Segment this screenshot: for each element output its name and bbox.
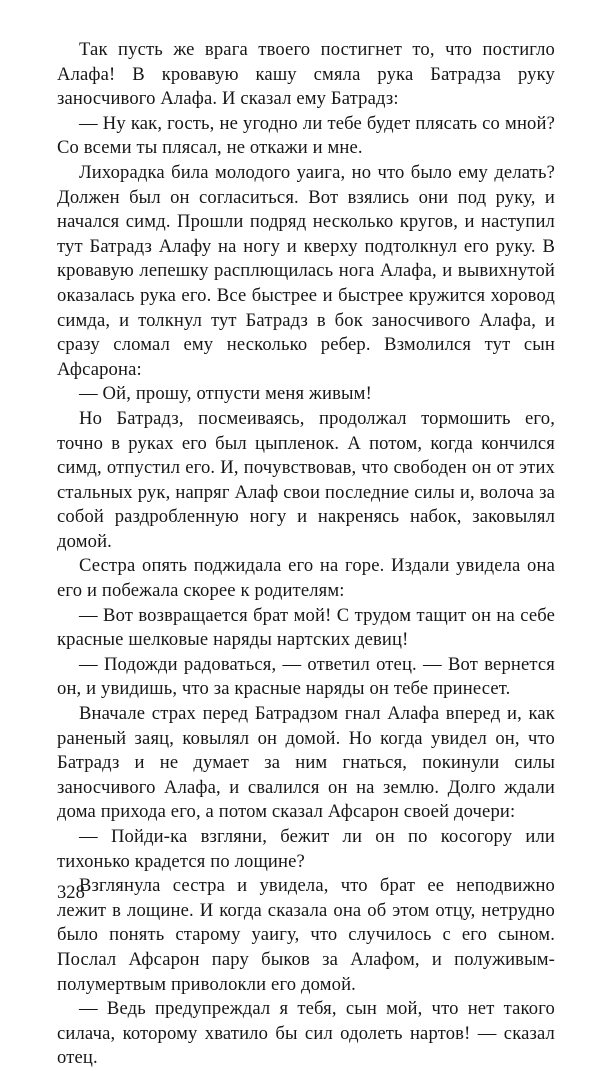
paragraph: — Вот возвращается брат мой! С трудом тащит он на себе красные шелковые наряды нартских девиц! (57, 604, 555, 651)
paragraph: Лихорадка била молодого уаига, но что было ему делать? Должен был он согласиться. Вот взялись они под руку, и начался симд. Прошли подряд несколько кругов, и наступил тут Батрадз Алафу на ногу и кверху подтолкнул его руку. В кровавую лепешку расплющилась нога Алафа, и вывихнутой оказалась рука его. Все быстрее и быстрее кружится хоровод симда, и толкнул тут Батрадз в бок заносчивого Алафа, и сразу сломал ему несколько ребер. Взмолился тут сын Афсарона: (57, 161, 555, 380)
paragraph: — Подожди радоваться, — ответил отец. — Вот вернется он, и увидишь, что за красные наряды он тебе принесет. (57, 653, 555, 700)
page-body (57, 38, 555, 1071)
paragraph: Вначале страх перед Батрадзом гнал Алафа вперед и, как раненый заяц, ковылял он домой. Но когда увидел он, что Батрадз и не думает за ним гнаться, покинули силы заносчивого Алафа, и свалился он на землю. Долго ждали дома прихода его, а потом сказал Афсарон своей дочери: (57, 703, 555, 823)
paragraph: Так пусть же врага твоего постигнет то, что постигло Алафа! В кровавую кашу смяла рука Батрадза руку заносчивого Алафа. И сказал ему Батрадз: (57, 39, 555, 110)
paragraph: Сестра опять поджидала его на горе. Издали увидела она его и побежала скорее к родителям: (57, 555, 555, 602)
paragraph: Взглянула сестра и увидела, что брат ее неподвижно лежит в лощине. И когда сказала она об этом отцу, нетрудно было понять старому уаигу, что случилось с его сыном. Послал Афсарон пару быков за Алафом, и полуживым-полумертвым приволокли его домой. (57, 875, 555, 995)
paragraph: — Ну как, гость, не угодно ли тебе будет плясать со мной? Со всеми ты плясал, не откажи и мне. (57, 112, 555, 159)
paragraph: Но Батрадз, посмеиваясь, продолжал тормошить его, точно в руках его был цыпленок. А потом, когда кончился симд, отпустил его. И, почувствовав, что свободен он от этих стальных рук, напряг Алаф свои последние силы и, волоча за собой раздробленную ногу и накренясь набок, заковылял домой. (57, 407, 555, 552)
paragraph: — Ой, прошу, отпусти меня живым! (79, 383, 372, 405)
paragraph: — Ведь предупреждал я тебя, сын мой, что нет такого силача, которому хватило бы сил одолеть нартов! — сказал отец. (57, 998, 555, 1069)
page-number: 328 (57, 882, 85, 903)
paragraph: — Пойди-ка взгляни, бежит ли он по косогору или тихонько крадется по лощине? (57, 826, 555, 872)
